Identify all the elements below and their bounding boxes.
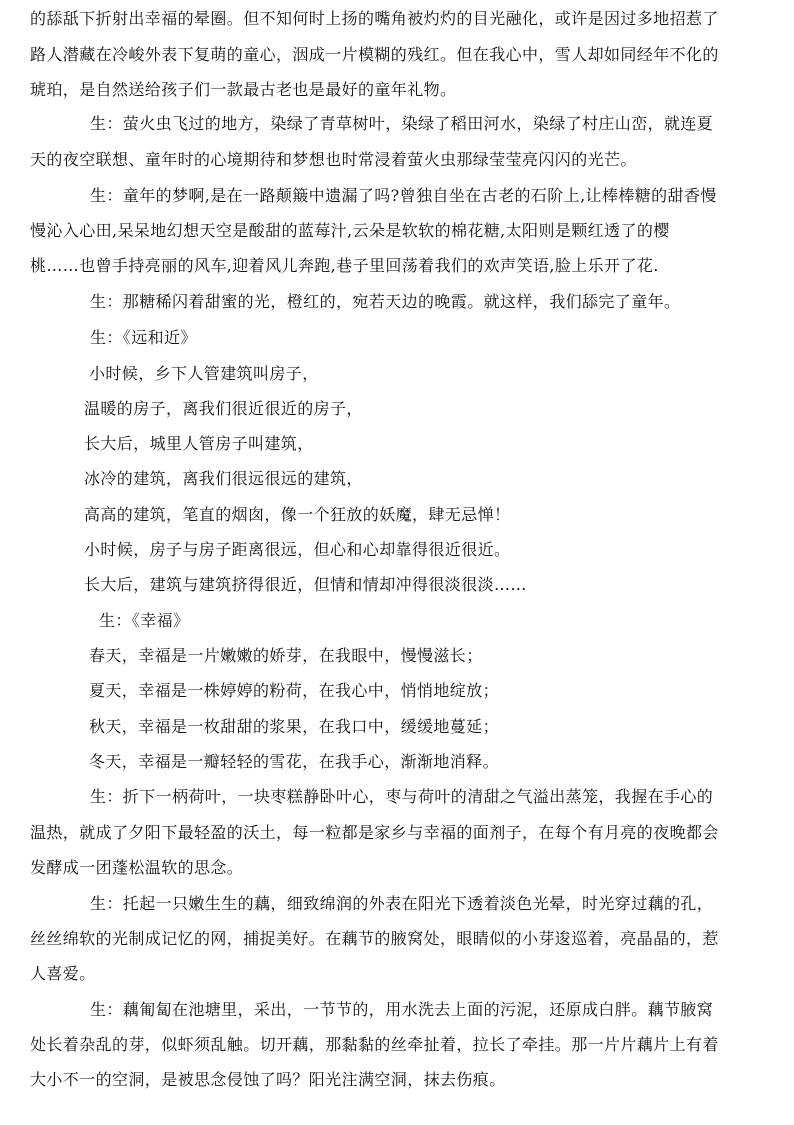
text-line: 温暖的房子，离我们很近很近的房子， [84, 399, 363, 418]
text-line: 发酵成一团蓬松温软的思念。 [30, 858, 244, 877]
text-line: 小时候，房子与房子距离很远，但心和心却靠得很近很近。 [84, 540, 511, 559]
text-line: 生：童年的梦啊,是在一路颠簸中遗漏了吗?曾独自坐在古老的石阶上,让棒棒糖的甜香慢 [90, 186, 717, 205]
text-line: 琥珀，是自然送给孩子们一款最古老也是最好的童年礼物。 [30, 80, 457, 99]
text-line: 生：《幸福》 [99, 611, 190, 630]
text-line: 高高的建筑，笔直的烟囱，像一个狂放的妖魔，肆无忌惮！ [84, 505, 511, 524]
text-line: 生：那糖稀闪着甜蜜的光，橙红的，宛若天边的晚霞。就这样，我们舔完了童年。 [90, 292, 681, 311]
text-line: 慢沁入心田,呆呆地幻想天空是酸甜的蓝莓汁,云朵是软软的棉花糖,太阳则是颗红透了的樱 [30, 221, 670, 240]
text-line: 生：托起一只嫩生生的藕，细致绵润的外表在阳光下透着淡色光晕，时光穿过藕的孔， [90, 894, 714, 913]
text-line: 大小不一的空洞，是被思念侵蚀了吗？阳光注满空洞，抹去伤痕。 [30, 1070, 506, 1089]
text-line: 丝丝绵软的光制成记忆的网，捕捉美好。在藕节的腋窝处，眼睛似的小芽逡巡着，亮晶晶的，惹 [30, 929, 719, 948]
text-line: 夏天，幸福是一株婷婷的粉荷，在我心中，悄悄地绽放； [89, 681, 500, 700]
text-line: 生：藕匍匐在池塘里，采出，一节节的，用水洗去上面的污泥，还原成白胖。藕节腋窝 [90, 1000, 714, 1019]
text-line: 生：《远和近》 [90, 328, 197, 347]
text-line: 温热，就成了夕阳下最轻盈的沃土，每一粒都是家乡与幸福的面剂子，在每个有月亮的夜晚都会 [30, 823, 719, 842]
text-line: 的舔舐下折射出幸福的晕圈。但不知何时上扬的嘴角被灼灼的目光融化，或许是因过多地招惹了 [30, 9, 719, 28]
text-line: 冬天，幸福是一瓣轻轻的雪花，在我手心，渐渐地消释。 [89, 752, 500, 771]
text-line: 人喜爱。 [30, 964, 96, 983]
text-line: 桃……也曾手持亮丽的风车,迎着风儿奔跑,巷子里回荡着我们的欢声笑语,脸上乐开了花. [30, 256, 659, 275]
text-line: 长大后，建筑与建筑挤得很近，但情和情却冲得很淡很淡…… [84, 575, 527, 594]
text-line: 秋天，幸福是一枚甜甜的浆果，在我口中，缓缓地蔓延； [89, 717, 500, 736]
text-line: 生：萤火虫飞过的地方，染绿了青草树叶，染绿了稻田河水，染绿了村庄山峦，就连夏 [90, 114, 714, 133]
text-line: 长大后，城里人管房子叫建筑， [84, 434, 314, 453]
text-line: 小时候，乡下人管建筑叫房子， [89, 364, 319, 383]
text-line: 路人潜藏在冷峻外表下复萌的童心，洇成一片模糊的残红。但在我心中，雪人却如同经年不化的 [30, 45, 719, 64]
text-line: 春天，幸福是一片嫩嫩的娇芽，在我眼中，慢慢滋长； [89, 646, 483, 665]
text-line: 处长着杂乱的芽，似虾须乱触。切开藕，那黏黏的丝牵扯着，拉长了牵挂。那一片片藕片上有着 [30, 1035, 719, 1054]
text-line: 天的夜空联想、童年时的心境期待和梦想也时常浸着萤火虫那绿莹莹亮闪闪的光芒。 [30, 150, 637, 169]
text-line: 生：折下一柄荷叶，一块枣糕静卧叶心，枣与荷叶的清甜之气溢出蒸笼，我握在手心的 [90, 787, 714, 806]
text-line: 冰冷的建筑，离我们很远很远的建筑， [84, 469, 363, 488]
